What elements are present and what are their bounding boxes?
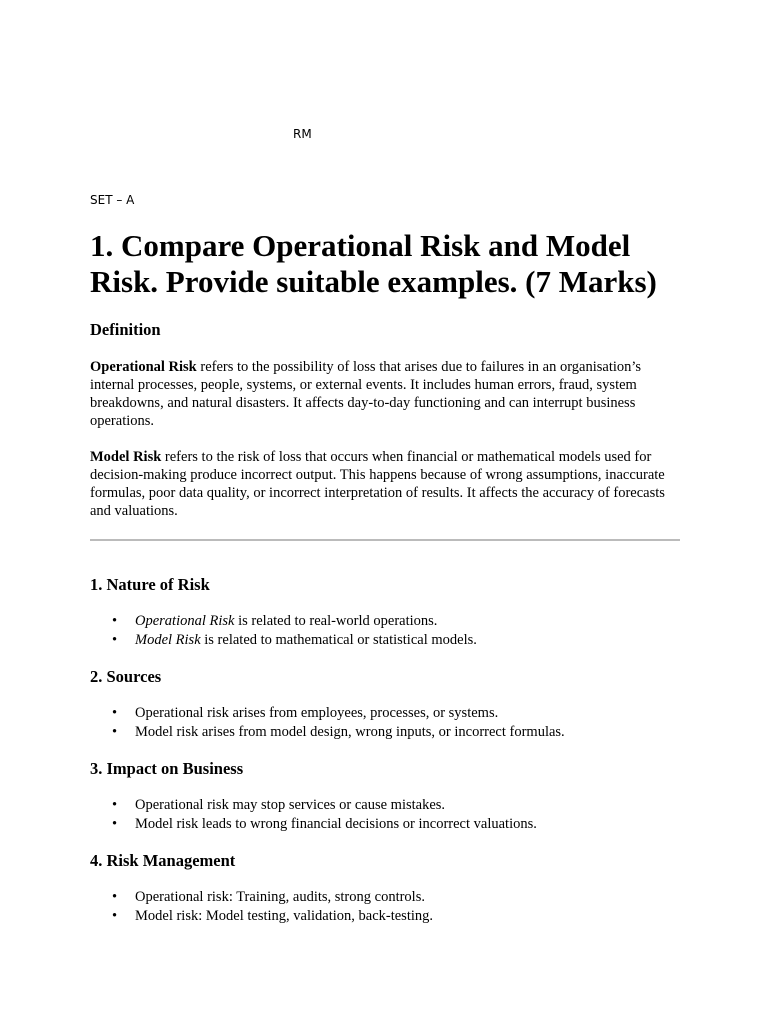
model-risk-definition [90,448,680,520]
list-item-text: is related to real-world operations. [234,613,438,629]
section-list-sources [90,704,680,741]
list-item-text: Operational risk may stop services or cause mistakes. [135,797,446,813]
operational-risk-definition [90,358,680,430]
list-item-text: is related to mathematical or statistical models. [200,631,477,648]
bullet-icon: • [112,723,118,740]
bullet-icon: • [112,797,118,813]
list-item [90,815,680,834]
section-list-nature [90,612,680,649]
list-item-text: Operational risk arises from employees, processes, or systems. [135,705,499,721]
list-item [90,888,680,907]
question-title: 1. Compare Operational Risk and Model Risk. Provide suitable examples. (7 Marks) [90,228,657,299]
operational-risk-text: refers to the possibility of loss that arises due to failures in an organisation’s internal processes, people, systems, or external events. It includes human errors, fraud, system breakdowns, and natural disasters. It affects day-to-day functioning and can interrupt business operations. [90,359,642,429]
bullet-icon: • [112,889,118,905]
list-item-term: Operational Risk [135,613,235,629]
list-item [90,796,680,815]
operational-risk-term: Operational Risk [90,359,197,375]
section-heading-impact: 3. Impact on Business [90,759,244,778]
list-item-text: Operational risk: Training, audits, strong controls. [135,889,425,905]
bullet-icon: • [112,613,118,629]
section-heading-sources: 2. Sources [90,667,162,686]
list-item [90,612,680,631]
list-item [90,723,680,742]
document-body [90,228,680,925]
list-item-term: Model Risk [135,631,201,648]
section-heading-nature: 1. Nature of Risk [90,575,210,594]
list-item [90,704,680,723]
list-item-text: Model risk leads to wrong financial decisions or incorrect valuations. [135,815,537,832]
list-item-text: Model risk arises from model design, wrong inputs, or incorrect formulas. [135,723,565,740]
list-item-text: Model risk: Model testing, validation, back-testing. [135,907,434,924]
list-item [90,907,680,926]
model-risk-text: refers to the risk of loss that occurs when financial or mathematical models used for decision-making produce incorrect output. This happens because of wrong assumptions, inaccurate formulas, poor data quality, or incorrect interpretation of results. It affects the accuracy of forecasts and valuations. [90,449,665,519]
section-heading-management: 4. Risk Management [90,851,236,870]
bullet-icon: • [112,815,118,832]
section-divider [90,539,680,541]
model-risk-term: Model Risk [90,449,162,465]
set-label: SET – A [90,193,135,207]
definition-heading: Definition [90,320,161,339]
bullet-icon: • [112,631,118,648]
bullet-icon: • [112,705,118,721]
section-list-management [90,888,680,925]
section-list-impact [90,796,680,833]
bullet-icon: • [112,907,118,924]
header-code: RM [293,127,312,141]
list-item [90,631,680,650]
